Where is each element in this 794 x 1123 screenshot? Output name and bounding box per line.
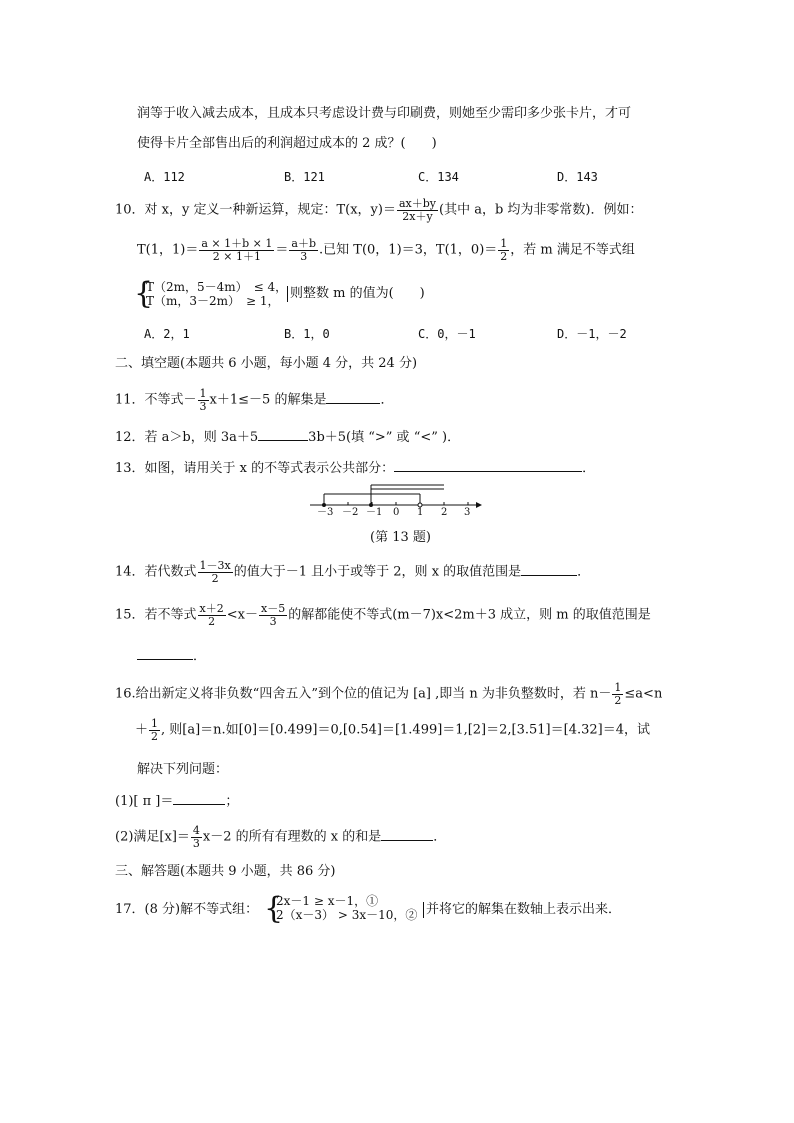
q14-frac-den: 2 bbox=[211, 571, 219, 585]
q12 bbox=[115, 428, 460, 446]
q15-b: <x－ bbox=[226, 607, 258, 623]
q16-frac-num: 1 bbox=[614, 681, 622, 694]
q16-fraction-1 bbox=[612, 682, 623, 706]
q12-a: 12．若 a＞b，则 3a＋5 bbox=[115, 430, 259, 445]
q16-part2-blank[interactable] bbox=[381, 828, 433, 841]
q16-part1 bbox=[115, 792, 238, 810]
q10-f3-num: a＋b bbox=[291, 237, 317, 250]
q15-f2-num: x－5 bbox=[260, 602, 286, 615]
q11 bbox=[115, 388, 393, 412]
q16-line1 bbox=[115, 682, 662, 706]
q13-caption: (第 13 题) bbox=[370, 530, 431, 545]
q9-option-c: C．134 bbox=[418, 170, 459, 184]
q15-d: ． bbox=[193, 649, 207, 664]
q15-answer-blank[interactable] bbox=[137, 647, 193, 660]
q11-fraction bbox=[198, 388, 209, 412]
q16-b: ≤a<n bbox=[624, 686, 663, 702]
q13-b: ． bbox=[582, 461, 596, 476]
q13-tick-labels bbox=[300, 507, 490, 521]
tick-label: －1 bbox=[366, 507, 383, 518]
q16-a: 16.给出新定义将非负数“四舍五入”到个位的值记为 [a] ,即当 n 为非负整数时，若 n－ bbox=[115, 686, 612, 702]
q16-line3: 解决下列问题： bbox=[137, 762, 229, 777]
q10-frac-num: ax＋by bbox=[398, 197, 437, 210]
q11-frac-num: 1 bbox=[199, 387, 207, 400]
tick-label: 3 bbox=[464, 507, 471, 518]
q10-f2-num: a × 1＋b × 1 bbox=[201, 237, 273, 250]
tick-label: 2 bbox=[441, 507, 448, 518]
tick-label: －2 bbox=[342, 507, 359, 518]
q9-option-d: D．143 bbox=[557, 170, 598, 184]
q9-option-b: B．121 bbox=[284, 170, 325, 184]
q10-option-b: B．1，0 bbox=[284, 327, 330, 341]
q16-frac2-num: 1 bbox=[151, 717, 159, 730]
q15-c: 的解都能使不等式(m－7)x<2m＋3 成立，则 m 的取值范围是 bbox=[288, 607, 651, 623]
q17-prefix: 17．(8 分)解不等式组： bbox=[115, 902, 259, 917]
q16-p2-b: x－2 的所有有理数的 x 的和是 bbox=[202, 829, 382, 845]
q15-line2 bbox=[137, 647, 206, 665]
q10-f4-num: 1 bbox=[500, 237, 508, 250]
q16-p2-c: ． bbox=[433, 829, 447, 845]
q10-eq: ＝ bbox=[275, 242, 289, 258]
q15-f1-num: x＋2 bbox=[199, 602, 224, 615]
q14-answer-blank[interactable] bbox=[521, 563, 577, 576]
q16-fraction-2 bbox=[149, 718, 160, 742]
q10-option-d: D．－1，－2 bbox=[557, 327, 627, 341]
q13 bbox=[115, 459, 595, 477]
q15-fraction-2 bbox=[259, 603, 287, 627]
q10-fraction-4 bbox=[498, 238, 509, 262]
q11-b: x＋1≤－5 的解集是 bbox=[209, 392, 327, 408]
q12-b: 3b＋5(填 “>” 或 “<” )． bbox=[308, 430, 461, 445]
q10-line2-a: T(1，1)＝ bbox=[137, 242, 199, 258]
q14-c: ． bbox=[577, 564, 591, 580]
q15-fraction-1 bbox=[198, 603, 226, 627]
q15-a: 15．若不等式 bbox=[115, 607, 197, 623]
q16-line2 bbox=[135, 718, 650, 742]
q17-system-1: 2x－1 ≥ x－1，① bbox=[276, 894, 379, 908]
q10-frac-den: 2x＋y bbox=[402, 209, 433, 223]
q16-p1-b: ； bbox=[225, 794, 239, 809]
q9-line2: 使得卡片全部售出后的利润超过成本的 2 成？( ) bbox=[137, 136, 437, 151]
q14-a: 14．若代数式 bbox=[115, 564, 197, 580]
section-3-heading: 三、解答题(本题共 9 小题，共 86 分) bbox=[115, 864, 336, 879]
q16-c: ＋ bbox=[135, 722, 149, 738]
q10-system-1: T（2m，5－4m） ≤ 4， bbox=[146, 280, 288, 294]
q10-line2 bbox=[137, 238, 635, 262]
q11-answer-blank[interactable] bbox=[326, 391, 380, 404]
q10-fraction-3 bbox=[289, 238, 318, 262]
q17-suffix: 并将它的解集在数轴上表示出来． bbox=[423, 902, 621, 918]
q15 bbox=[115, 603, 651, 627]
q14 bbox=[115, 560, 590, 584]
q10-line2-b: .已知 T(0，1)＝3，T(1，0)＝ bbox=[319, 242, 498, 258]
q10-suffix: (其中 a，b 均为非零常数)．例如： bbox=[439, 202, 643, 218]
tick-label: 0 bbox=[393, 507, 400, 518]
q10-f2-den: 2 × 1＋1 bbox=[212, 249, 261, 263]
q14-frac-num: 1－3x bbox=[199, 559, 231, 572]
q16-part1-blank[interactable] bbox=[173, 792, 225, 805]
q9-option-a: A．112 bbox=[144, 170, 185, 184]
q10-system-2: T（m，3－2m） ≥ 1， bbox=[146, 294, 280, 308]
q15-f2-den: 3 bbox=[269, 614, 277, 628]
q13-a: 13．如图，请用关于 x 的不等式表示公共部分： bbox=[115, 461, 395, 476]
q9-line1: 润等于收入减去成本，且成本只考虑设计费与印刷费，则她至少需印多少张卡片，才可 bbox=[137, 106, 632, 121]
q16-p2-frac-num: 4 bbox=[192, 824, 200, 837]
q16-p2-frac-den: 3 bbox=[192, 836, 200, 850]
q10-line1 bbox=[115, 198, 643, 222]
q10-line2-c: ，若 m 满足不等式组 bbox=[510, 242, 635, 258]
q10-f4-den: 2 bbox=[500, 249, 508, 263]
q10-fraction-2 bbox=[199, 238, 274, 262]
q11-c: ． bbox=[380, 392, 394, 408]
q17-brace: { bbox=[264, 891, 284, 926]
q11-frac-den: 3 bbox=[199, 399, 207, 413]
q14-b: 的值大于－1 且小于或等于 2，则 x 的取值范围是 bbox=[233, 564, 522, 580]
q15-f1-den: 2 bbox=[208, 614, 216, 628]
q12-answer-blank[interactable] bbox=[258, 428, 308, 441]
q16-d: , 则[a]＝n.如[0]＝[0.499]＝0,[0.54]＝[1.499]＝1,[2]＝2,[3.51]＝[4.32]＝4，试 bbox=[161, 722, 650, 738]
q10-prefix: 10．对 x，y 定义一种新运算，规定：T(x，y)＝ bbox=[115, 202, 396, 218]
q16-frac2-den: 2 bbox=[151, 729, 159, 743]
q10-brace: { bbox=[134, 276, 154, 311]
q16-p2-a: (2)满足[x]＝ bbox=[115, 829, 190, 845]
section-2-heading: 二、填空题(本题共 6 小题，每小题 4 分，共 24 分) bbox=[115, 356, 418, 371]
q10-option-a: A．2，1 bbox=[144, 327, 190, 341]
q10-fraction bbox=[397, 198, 438, 222]
q16-part2 bbox=[115, 825, 446, 849]
q10-option-c: C．0，－1 bbox=[418, 327, 476, 341]
q14-fraction bbox=[198, 560, 233, 584]
q13-answer-blank[interactable] bbox=[394, 459, 582, 472]
tick-label: 1 bbox=[417, 507, 424, 518]
q16-p1-a: (1)[ π ]＝ bbox=[115, 794, 174, 809]
tick-label: －3 bbox=[317, 507, 334, 518]
q10-f3-den: 3 bbox=[300, 249, 308, 263]
q10-system-suffix: 则整数 m 的值为( ) bbox=[287, 286, 425, 302]
q11-a: 11．不等式－ bbox=[115, 392, 197, 408]
q17-system-2: 2（x－3） > 3x－10，② bbox=[276, 908, 418, 922]
q16-frac-den: 2 bbox=[614, 693, 622, 707]
q16-part2-fraction bbox=[191, 825, 202, 849]
